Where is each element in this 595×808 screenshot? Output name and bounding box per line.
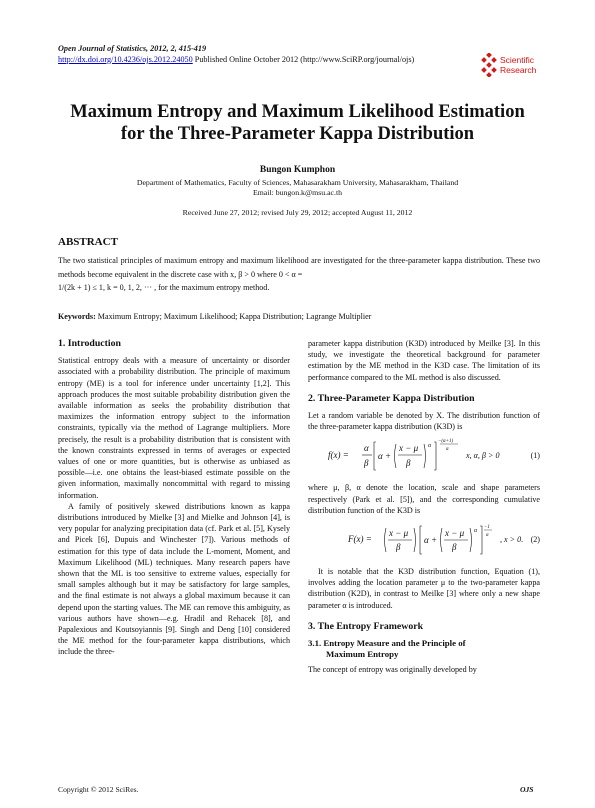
eq1-formula bbox=[362, 436, 482, 478]
doi-link[interactable]: http://dx.doi.org/10.4236/ojs.2012.24050 bbox=[58, 54, 193, 64]
abstract-part-2: 1/(2k + 1) ≤ 1, k = 0, 1, 2, ··· , for the maximum entropy method. bbox=[58, 283, 270, 292]
title-line-2: for the Three-Parameter Kappa Distribution bbox=[120, 124, 475, 144]
affiliation bbox=[40, 178, 555, 198]
keywords-label: Keywords: bbox=[58, 312, 96, 321]
left-column bbox=[58, 338, 290, 658]
eq2-number: (2) bbox=[530, 535, 540, 545]
section-2-paragraph-2: where μ, β, α denote the location, scale and shape parameters respectively (Park et al. [5]), and the corresponding cumulative distribution function of the K3D is bbox=[308, 483, 540, 515]
journal-name: Open Journal of Statistics bbox=[58, 44, 147, 53]
section-3-heading: 3. The Entropy Framework bbox=[308, 620, 424, 632]
eq2-lhs: F(x) = bbox=[348, 534, 372, 545]
section-3-1-paragraph-1: The concept of entropy was originally developed by bbox=[308, 665, 477, 675]
journal-ref: , 2012, 2, 415-419 bbox=[146, 44, 207, 53]
svg-text:β: β bbox=[452, 542, 457, 553]
svg-text:β: β bbox=[396, 542, 401, 553]
abstract-heading: ABSTRACT bbox=[58, 236, 118, 248]
svg-text:β: β bbox=[364, 458, 369, 469]
eq2-formula bbox=[382, 522, 502, 560]
journal-header bbox=[58, 44, 414, 65]
svg-text:β: β bbox=[406, 458, 411, 469]
eq1-lhs: f(x) = bbox=[328, 450, 349, 461]
publisher-logo bbox=[480, 53, 542, 79]
svg-text:α: α bbox=[446, 447, 449, 453]
equation-2 bbox=[308, 522, 540, 560]
abstract-part-1: The two statistical principles of maximum entropy and maximum likelihood are investigated for the three-parameter kappa distribution. These two methods become equivalent in the discrete case with x, β > 0 where 0 < α = bbox=[58, 256, 540, 279]
equation-1 bbox=[308, 436, 540, 478]
right-column bbox=[308, 338, 540, 675]
logo-word-1: Scientific bbox=[500, 55, 535, 65]
svg-text:α +: α + bbox=[378, 451, 392, 462]
abstract-text bbox=[58, 254, 540, 295]
section-2-paragraph-1: Let a random variable be denoted by X. The distribution function of the three-parameter kappa distribution (K3D) is bbox=[308, 411, 540, 432]
intro-paragraph-2: A family of positively skewed distributions known as kappa distributions introduced by Mielke [3] and Mielke and Johnson [4], is very popular for analyzing precipitation data (cf. Park et al. [5], Kysely and Picek [6], Dupuis and Winchester [7]). Various methods of estimation for this type of data include the L-moment, Moment, and Maximum Likelihood (ML) techniques. Many research papers have shown that the ML is too sensitive to extreme values, especially for small samples although but it may be satisfactory for large samples, and the final estimate is not always a global maximum because it can depend upon the starting values. The ME can remove this ambiguity, as various authors have shown—e.g. Hradil and Rehacek [8], and Papalexious and Koutsoyiannis [9]. Singh and Deng [10] considered the ME method for the four-parameter kappa distributions, which include the three- bbox=[58, 501, 290, 657]
author-name: Bungon Kumphon bbox=[259, 165, 336, 175]
svg-text:x − μ: x − μ bbox=[445, 528, 465, 539]
right-paragraph-1: parameter kappa distribution (K3D) introduced by Meilke [3]. In this study, we investigate the theoretical background for parameter estimation by the ME method in the K3D case. The limitation of its performance compared to the ML method is also discussed. bbox=[308, 339, 540, 382]
keywords bbox=[58, 311, 540, 322]
svg-text:α: α bbox=[474, 528, 478, 535]
keywords-text: Maximum Entropy; Maximum Likelihood; Kappa Distribution; Lagrange Multiplier bbox=[95, 312, 372, 321]
footer-journal: OJS bbox=[520, 785, 534, 794]
eq2-condition: , x > 0. bbox=[500, 535, 524, 545]
paper-title bbox=[40, 101, 555, 145]
logo-grid-icon bbox=[480, 53, 498, 77]
section-2-heading: 2. Three-Parameter Kappa Distribution bbox=[308, 392, 475, 404]
section-3-1-heading-line-2: Maximum Entropy bbox=[326, 649, 399, 660]
svg-text:x − μ: x − μ bbox=[399, 443, 419, 454]
footer-copyright: Copyright © 2012 SciRes. bbox=[58, 785, 139, 794]
eq1-condition: x, α, β > 0 bbox=[466, 451, 500, 461]
svg-text:−1: −1 bbox=[484, 525, 490, 531]
published-info: Published Online October 2012 (http://www.SciRP.org/journal/ojs) bbox=[192, 54, 415, 64]
intro-heading: 1. Introduction bbox=[58, 338, 121, 349]
section-3-1-heading bbox=[308, 638, 540, 660]
affiliation-text: Department of Mathematics, Faculty of Sciences, Mahasarakham University, Mahasarakham, Thailand bbox=[136, 178, 459, 187]
author-email: Email: bungon.k@msu.ac.th bbox=[252, 188, 343, 197]
title-line-1: Maximum Entropy and Maximum Likelihood Estimation bbox=[70, 102, 525, 122]
received-dates: Received June 27, 2012; revised July 29, 2012; accepted August 11, 2012 bbox=[182, 208, 413, 217]
eq1-number: (1) bbox=[530, 451, 540, 461]
svg-text:α +: α + bbox=[424, 535, 438, 546]
intro-paragraph-1: Statistical entropy deals with a measure of uncertainty or disorder associated with a probability distribution. The principle of maximum entropy (ME) is a tool for inference under uncertainty [1,2]. This approach produces the most suitable probability distribution given the available information as seeks the probability distribution that maximizes the information entropy subject to the information constraints, typically via the method of Lagrange multipliers. More precisely, the result is a probability distribution that is consistent with the known constraints expressed in terms of averages or expected values of one or more quantities, but is otherwise as unbiased as possible—i.e. one obtains the least-biased estimate possible on the given information, maximally noncommittal with regard to missing information. bbox=[58, 356, 290, 500]
svg-text:α: α bbox=[364, 443, 369, 454]
section-3-1-heading-line-1: 3.1. Entropy Measure and the Principle of bbox=[308, 638, 466, 649]
svg-text:−(α+1): −(α+1) bbox=[438, 439, 454, 445]
svg-text:x − μ: x − μ bbox=[389, 528, 409, 539]
section-2-paragraph-3: It is notable that the K3D distribution function, Equation (1), involves adding the location parameter μ to the two-parameter kappa distribution (K2D), in contrast to Meilke [3] where only a new shape parameter α is introduced. bbox=[308, 567, 540, 610]
svg-text:α: α bbox=[428, 443, 432, 450]
svg-text:α: α bbox=[486, 533, 489, 539]
logo-word-2: Research bbox=[500, 65, 537, 75]
